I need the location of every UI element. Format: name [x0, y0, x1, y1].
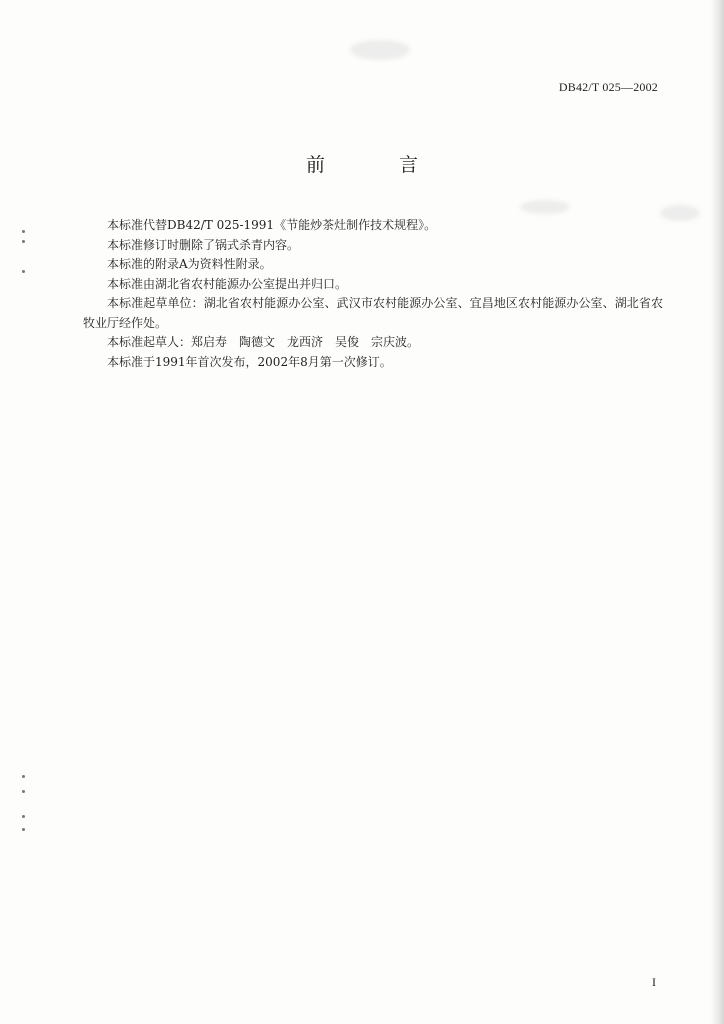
paragraph-revision: 本标准修订时删除了锅式杀青内容。	[107, 237, 300, 252]
scan-smudge	[350, 40, 410, 60]
scan-smudge	[520, 200, 570, 214]
page-title: 前 言	[305, 154, 453, 176]
paragraph-drafters: 本标准起草人：郑启寿 陶德文 龙西济 吴俊 宗庆波。	[107, 335, 420, 349]
standard-code: DB42/T 025—2002	[558, 80, 658, 94]
scan-speck	[22, 230, 25, 233]
paragraph-publication: 本标准于1991年首次发布，2002年8月第一次修订。	[107, 354, 392, 369]
foreword-body	[83, 216, 663, 372]
scan-speck	[22, 240, 25, 243]
paragraph-proposer: 本标准由湖北省农村能源办公室提出并归口。	[107, 276, 348, 291]
page-number: I	[652, 975, 656, 989]
scan-speck	[22, 815, 25, 818]
scan-speck	[22, 270, 25, 273]
paragraph-drafting-units: 本标准起草单位：湖北省农村能源办公室、武汉市农村能源办公室、宜昌地区农村能源办公室、湖北省农牧业厅经作处。	[83, 296, 663, 330]
paragraph-appendix: 本标准的附录A为资料性附录。	[107, 257, 272, 271]
scan-smudge	[660, 205, 700, 221]
scan-speck	[22, 775, 25, 778]
scan-speck	[22, 790, 25, 793]
paragraph-replaces: 本标准代替DB42/T 025-1991《节能炒茶灶制作技术规程》。	[107, 218, 437, 232]
scan-speck	[22, 828, 25, 831]
